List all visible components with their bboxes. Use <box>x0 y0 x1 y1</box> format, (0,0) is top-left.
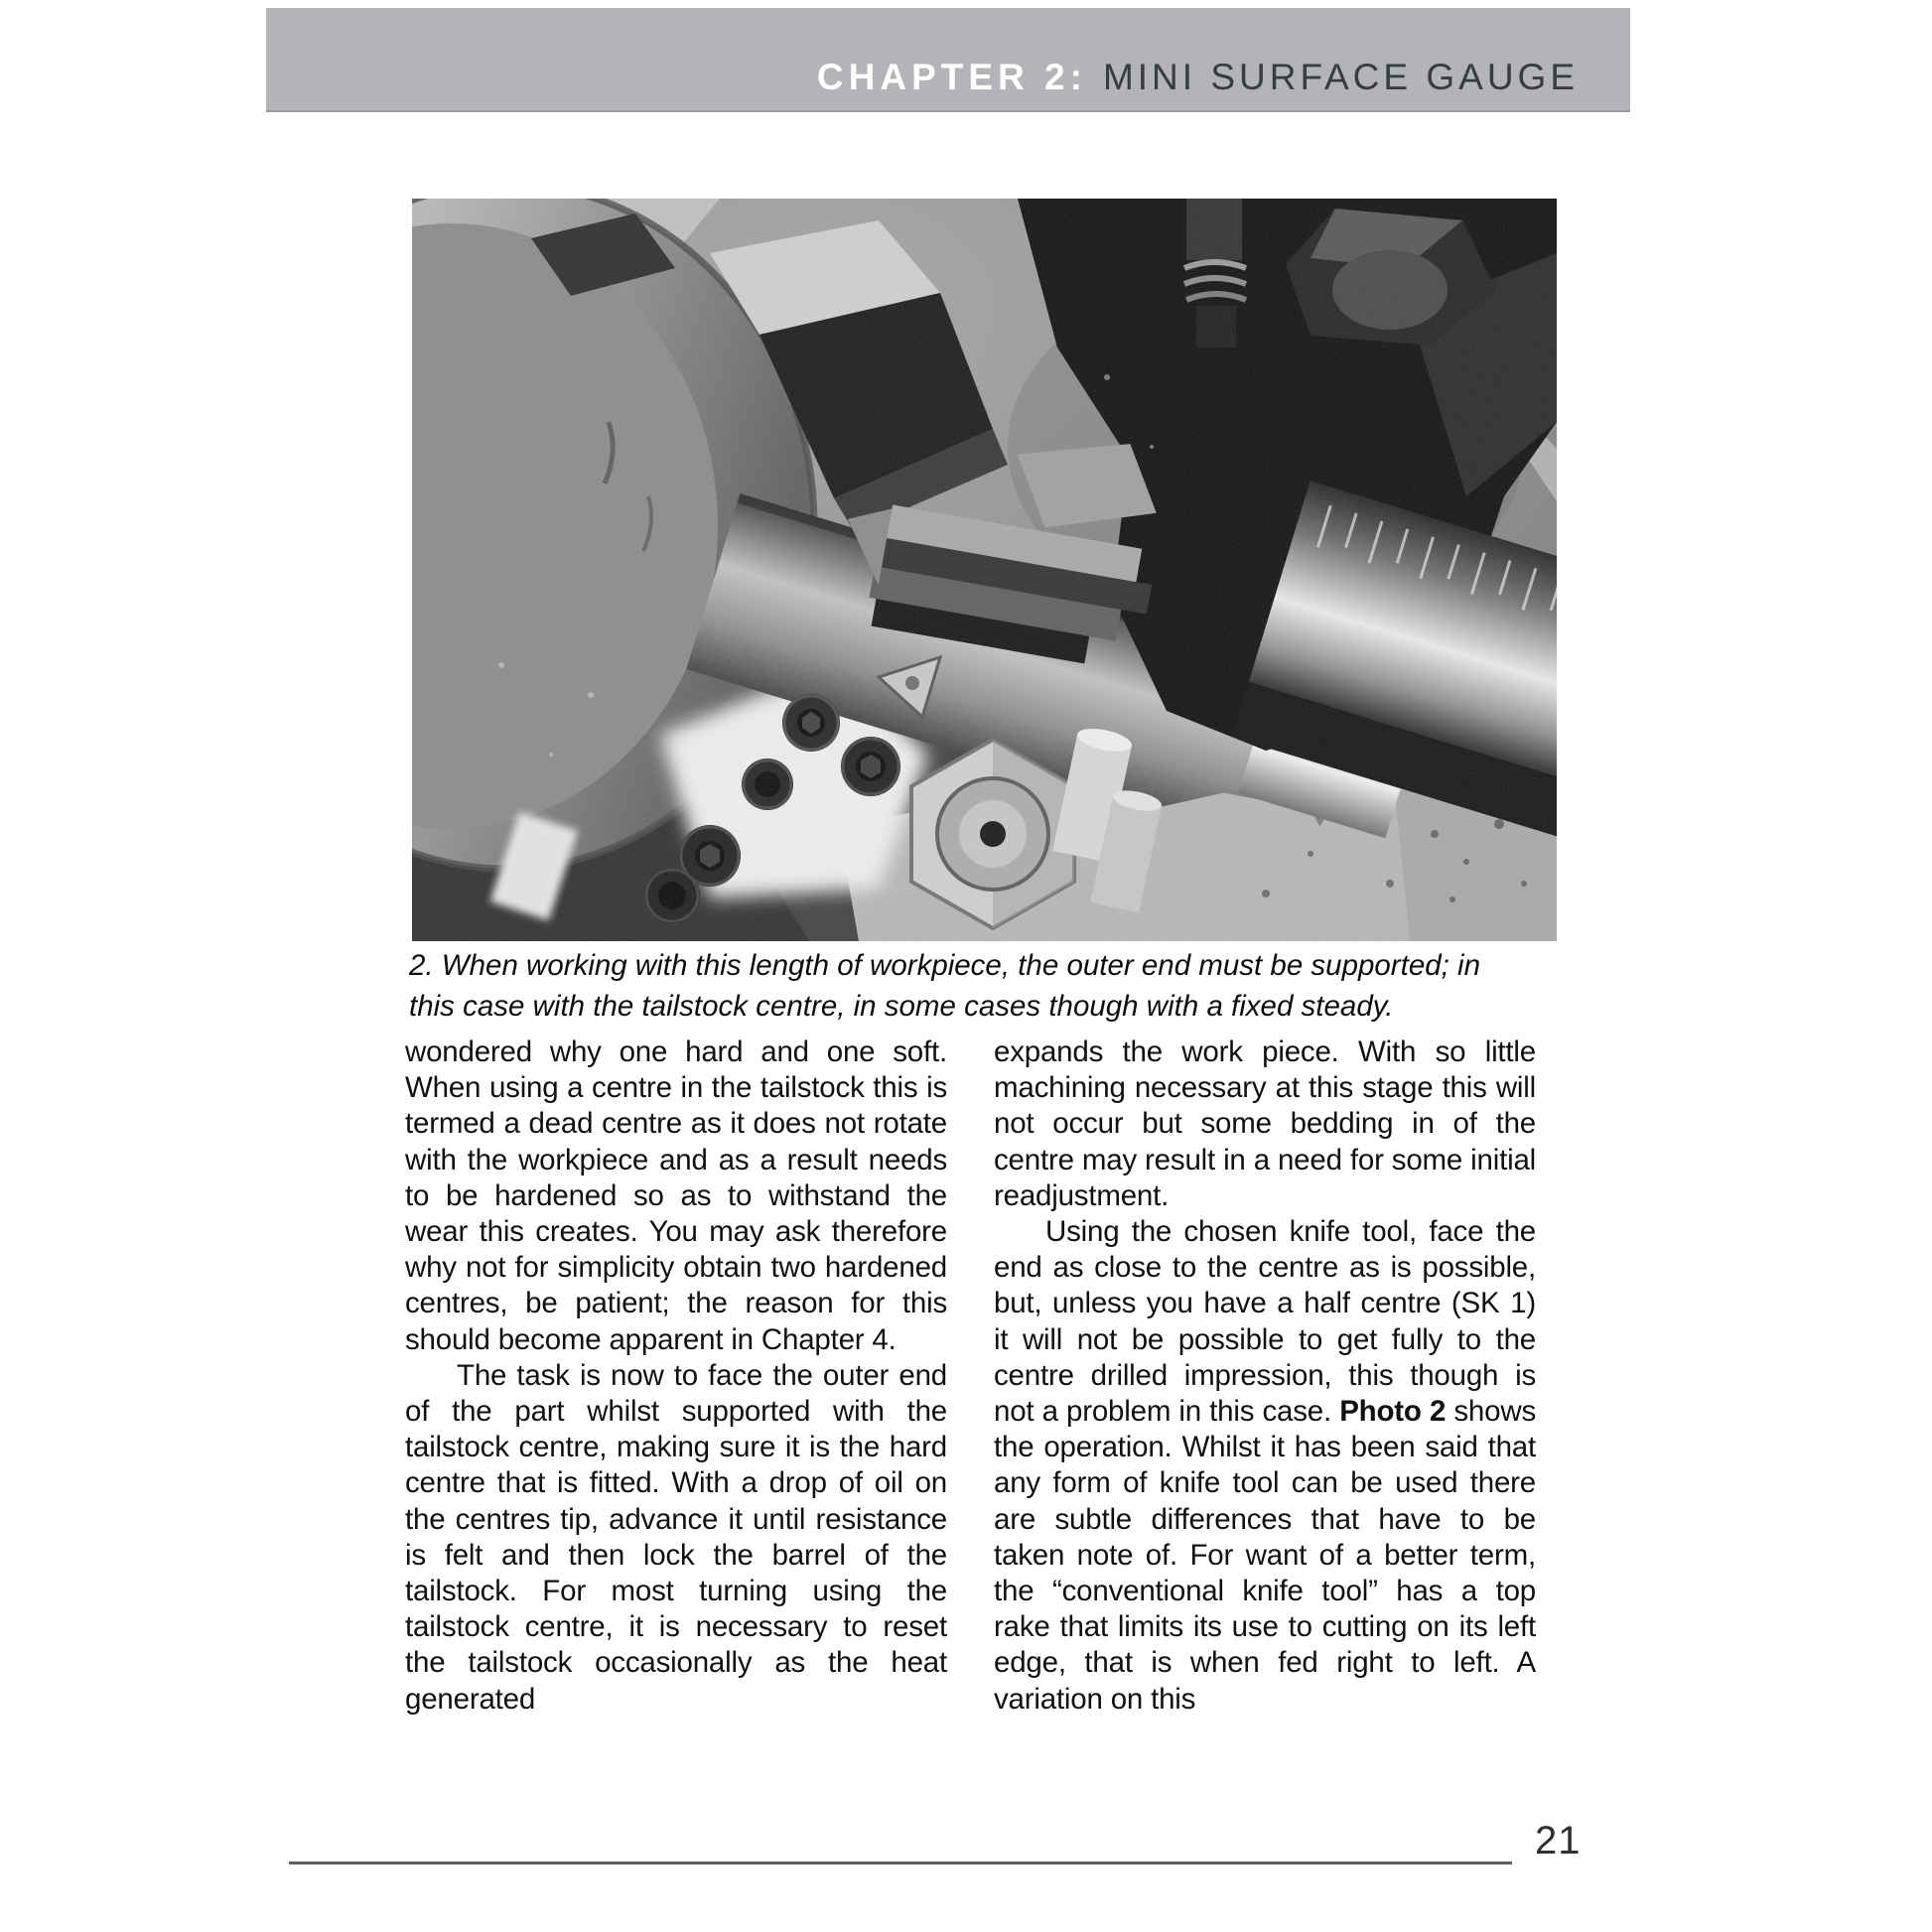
left-paragraph-1: wondered why one hard and one soft. When using a centre in the tailstock this is termed a dead centre as it does not rotate with the workpiece and as a result needs to be hardened so as to withstand the wear this creates. You may ask therefore why not for simplicity obtain two hardened centres, be patient; the reason for this should become apparent in Chapter 4. <box>405 1035 947 1356</box>
right-paragraph-2-text: Using the chosen knife tool, face the end as close to the centre as is possible, but, unless you have a half centre (SK 1) it will not be possible to get fully to the centre drilled impression, this though is not a problem in this case. <box>994 1215 1536 1429</box>
photo-caption-line2: this case with the tailstock centre, in some cases though with a fixed steady. <box>409 990 1394 1023</box>
body-right-column <box>994 1035 1536 1718</box>
chapter-label: CHAPTER 2: <box>816 57 1087 97</box>
lathe-photo-illustration <box>412 199 1557 941</box>
chapter-header-bar <box>266 8 1630 112</box>
left-paragraph-2: The task is now to face the outer end of the part whilst supported with the tailstock centre, making sure it is the hard centre that is fitted. With a drop of oil on the centres tip, advance it until resistance is felt and then lock the barrel of the tailstock. For most turning using the tailstock centre, it is necessary to reset the tailstock occasionally as the heat generated <box>405 1358 947 1716</box>
body-left-column <box>405 1035 947 1718</box>
chapter-title: MINI SURFACE GAUGE <box>1102 57 1579 97</box>
lathe-photo-figure <box>412 199 1557 941</box>
right-paragraph-2 <box>994 1214 1536 1718</box>
photo-caption <box>409 945 1581 1027</box>
right-paragraph-2-continuation: shows the operation. Whilst it has been said that any form of knife tool can be used there are subtle differences that have to be taken note of. For want of a better term, the “conventional knife tool” has a top rake that limits its use to cutting on its left edge, that is when fed right to left. A variation on this <box>994 1395 1536 1716</box>
footer-rule <box>289 1862 1512 1864</box>
photo-caption-line1: 2. When working with this length of workpiece, the outer end must be supported; in <box>409 949 1480 982</box>
page-number: 21 <box>1535 1819 1582 1863</box>
photo-2-reference: Photo 2 <box>1339 1395 1447 1429</box>
right-paragraph-1: expands the work piece. With so little machining necessary at this stage this will not occur but some bedding in of the centre may result in a need for some initial readjustment. <box>994 1035 1536 1212</box>
